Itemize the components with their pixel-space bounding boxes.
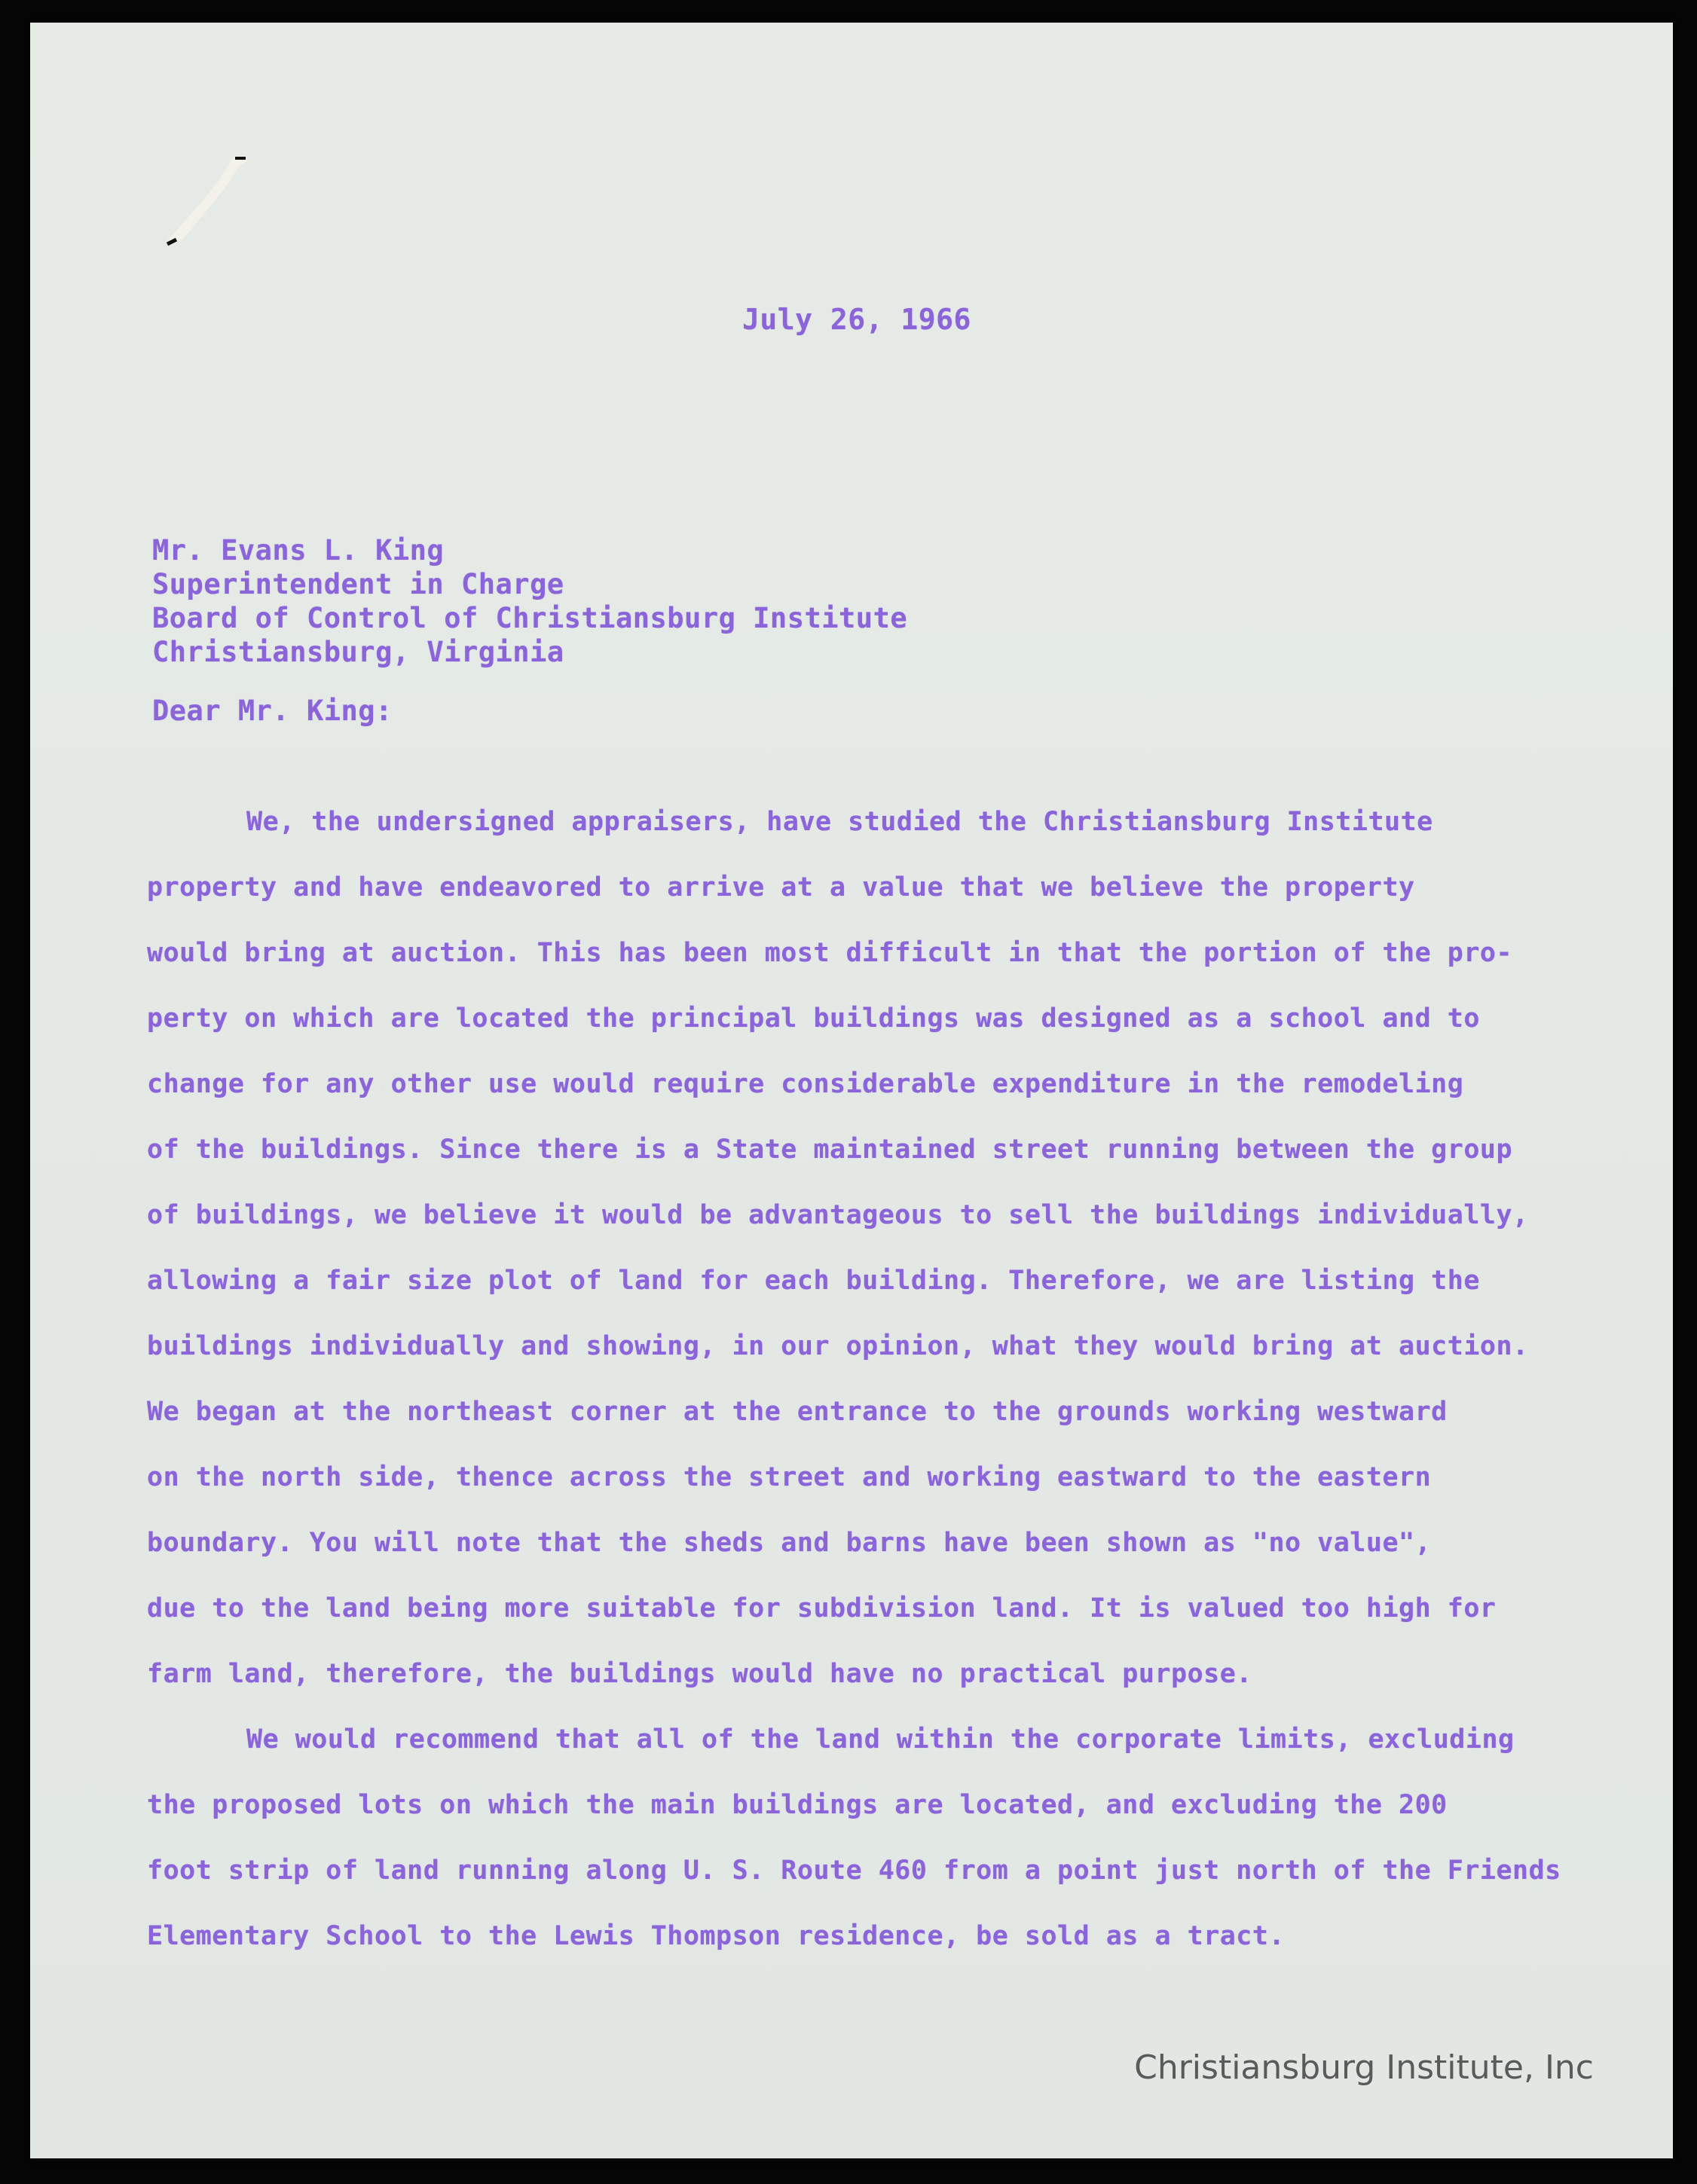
- staple-mark: [143, 151, 256, 256]
- body-line: the proposed lots on which the main buildings are located, and excluding the 200: [147, 1790, 1448, 1820]
- body-line: property and have endeavored to arrive at a value that we believe the property: [147, 872, 1415, 903]
- body-line: would bring at auction. This has been most difficult in that the portion of the pro-: [147, 938, 1513, 968]
- body-line: We would recommend that all of the land within the corporate limits, excluding: [246, 1724, 1515, 1755]
- body-line: of the buildings. Since there is a State maintained street running between the group: [147, 1135, 1513, 1165]
- body-line: farm land, therefore, the buildings would have no practical purpose.: [147, 1659, 1252, 1689]
- paragraph-1: [147, 790, 1624, 1707]
- paragraph-2: [147, 1707, 1624, 1969]
- body-line: foot strip of land running along U. S. Route 460 from a point just north of the Friends: [147, 1856, 1561, 1886]
- body-line: perty on which are located the principal buildings was designed as a school and to: [147, 1003, 1480, 1034]
- address-line: Christiansburg, Virginia: [152, 636, 564, 668]
- letter-page: [30, 23, 1673, 2158]
- recipient-address: [152, 533, 907, 669]
- body-line: buildings individually and showing, in our opinion, what they would bring at auction.: [147, 1331, 1529, 1361]
- body-line: of buildings, we believe it would be advantageous to sell the buildings individually,: [147, 1200, 1529, 1230]
- body-line: allowing a fair size plot of land for each building. Therefore, we are listing the: [147, 1266, 1480, 1296]
- salutation: Dear Mr. King:: [152, 695, 393, 727]
- address-line: Mr. Evans L. King: [152, 534, 445, 567]
- address-line: Board of Control of Christiansburg Institute: [152, 602, 908, 634]
- body-line: We, the undersigned appraisers, have studied the Christiansburg Institute: [246, 807, 1433, 837]
- letter-date: July 26, 1966: [742, 303, 971, 336]
- body-line: on the north side, thence across the street and working eastward to the eastern: [147, 1462, 1432, 1492]
- letter-body: [147, 790, 1624, 1969]
- body-line: due to the land being more suitable for subdivision land. It is valued too high for: [147, 1593, 1497, 1623]
- address-line: Superintendent in Charge: [152, 568, 564, 600]
- body-line: We began at the northeast corner at the entrance to the grounds working westward: [147, 1397, 1448, 1427]
- archive-watermark: Christiansburg Institute, Inc: [1134, 2048, 1594, 2087]
- body-line: change for any other use would require considerable expenditure in the remodeling: [147, 1069, 1464, 1099]
- body-line: boundary. You will note that the sheds and barns have been shown as "no value",: [147, 1528, 1432, 1558]
- body-line: Elementary School to the Lewis Thompson residence, be sold as a tract.: [147, 1921, 1286, 1951]
